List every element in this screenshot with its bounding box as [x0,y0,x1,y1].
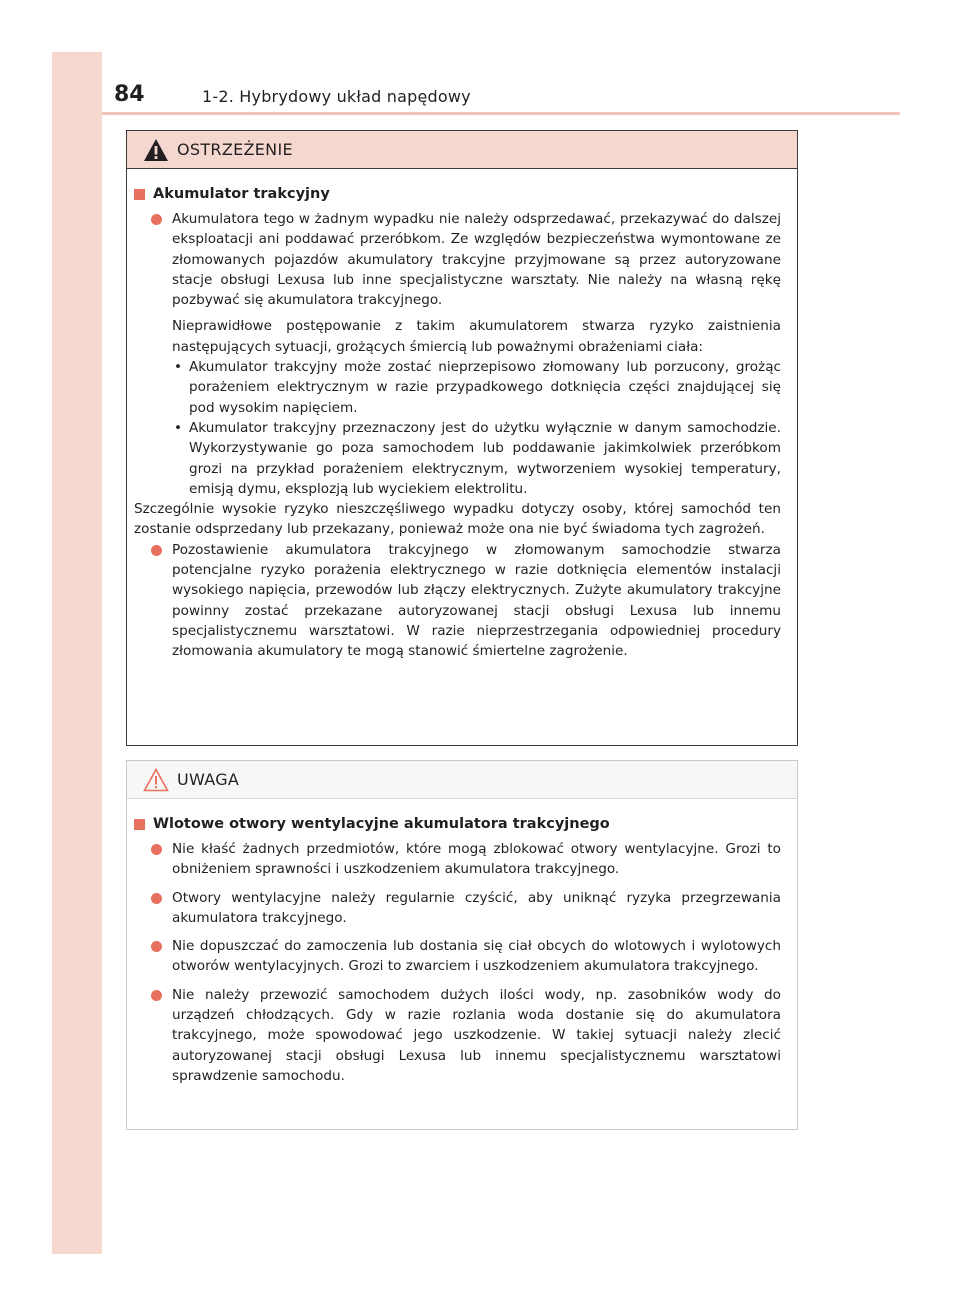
warning-triangle-outline-icon [143,768,169,792]
notice-item: Nie dopuszczać do zamoczenia lub dostania się ciał obcych do wlotowych i wylotowych otworów wentylacyjnych. Grozi to zwarciem i uszkodzeniem akumulatora trakcyjnego. [134,936,781,977]
warning-label: OSTRZEŻENIE [177,140,293,159]
round-bullet-icon [151,893,162,904]
notice-item: Nie należy przewozić samochodem dużych ilości wody, np. zasobników wody do urządzeń chłodzących. Gdy w razie rozlania woda dostanie się do akumulatora trakcyjnego, może spowodować jego uszkodzenie. W takiej sytuacji należy zlecić autoryzowanej stacji obsługi Lexusa lub innemu specjalistycznemu warsztatowi sprawdzenie samochodu. [134,985,781,1086]
side-tab-strip [52,52,102,1254]
round-bullet-icon [151,214,162,225]
warning-body [127,169,797,662]
paragraph: Pozostawienie akumulatora trakcyjnego w złomowanym samochodzie stwarza potencjalne ryzyko porażenia elektrycznego w razie dotknięcia elementów instalacji wysokiego napięcia, przewodów lub złączy elektrycznych. Zużyte akumulatory trakcyjne powinny zostać przekazane autoryzowanej stacji obsługi Lexusa lub innemu specjalistycznemu warsztatowi. W razie nieprzestrzegania odpowiedniej procedury złomowania akumulatory te mogą stanowić śmiertelne zagrożenie. [172,541,781,660]
warning-item-1 [134,209,781,499]
warning-triangle-filled-icon [143,138,169,162]
notice-item: Nie kłaść żadnych przedmiotów, które mogą zblokować otwory wentylacyjne. Grozi to obniżeniem sprawności i uszkodzeniem akumulatora trakcyjnego. [134,839,781,880]
warning-header [127,131,797,169]
bullet-list [172,357,781,499]
notice-box [126,760,798,1130]
notice-body [127,799,797,1086]
round-bullet-icon [151,941,162,952]
warning-closing: Szczególnie wysokie ryzyko nieszczęśliwego wypadku dotyczy osoby, której samochód ten zostanie odsprzedany lub przekazany, ponieważ może ona nie być świadoma tych zagrożeń. [134,501,781,538]
header-rule [102,112,900,115]
round-bullet-icon [151,545,162,556]
list-item: • Akumulator trakcyjny przeznaczony jest do użytku wyłącznie w danym samochodzie. Wykorzystywanie go poza samochodem lub poddawanie jakimkolwiek przeróbkom grozi na przykład porażeniem elektrycznym, wytworzeniem wysokiej temperatury, emisją dymu, eksplozją lub wyciekiem elektrolitu. [172,418,781,499]
warning-item-2 [134,540,781,662]
round-bullet-icon [151,844,162,855]
page-number: 84 [114,82,145,107]
notice-label: UWAGA [177,770,240,789]
section-title: 1-2. Hybrydowy układ napędowy [202,87,471,106]
paragraph: Akumulatora tego w żadnym wypadku nie należy odsprzedawać, przekazywać do dalszej eksploatacji ani poddawać przeróbkom. Ze względów bezpieczeństwa wymontowane ze złomowanych pojazdów akumulatory trakcyjne przyjmowane są przez autoryzowane stacje obsługi Lexusa lub inne specjalistyczne warsztaty. Nie należy na własną rękę pozbywać się akumulatora trakcyjnego. [172,211,781,309]
notice-item: Otwory wentylacyjne należy regularnie czyścić, aby uniknąć ryzyka przegrzewania akumulatora trakcyjnego. [134,888,781,929]
square-bullet-icon [134,189,145,200]
notice-header [127,761,797,799]
warning-subheading: Akumulator trakcyjny [134,183,781,205]
paragraph: Nieprawidłowe postępowanie z takim akumulatorem stwarza ryzyko zaistnienia następujących sytuacji, grożących śmiercią lub poważnymi obrażeniami ciała: [172,318,781,355]
notice-subheading: Wlotowe otwory wentylacyjne akumulatora trakcyjnego [134,813,781,835]
round-bullet-icon [151,990,162,1001]
warning-box [126,130,798,746]
square-bullet-icon [134,819,145,830]
list-item: • Akumulator trakcyjny może zostać nieprzepisowo złomowany lub porzucony, grożąc porażeniem elektrycznym w razie przypadkowego dotknięcia części znajdującej się pod wysokim napięciem. [172,357,781,418]
